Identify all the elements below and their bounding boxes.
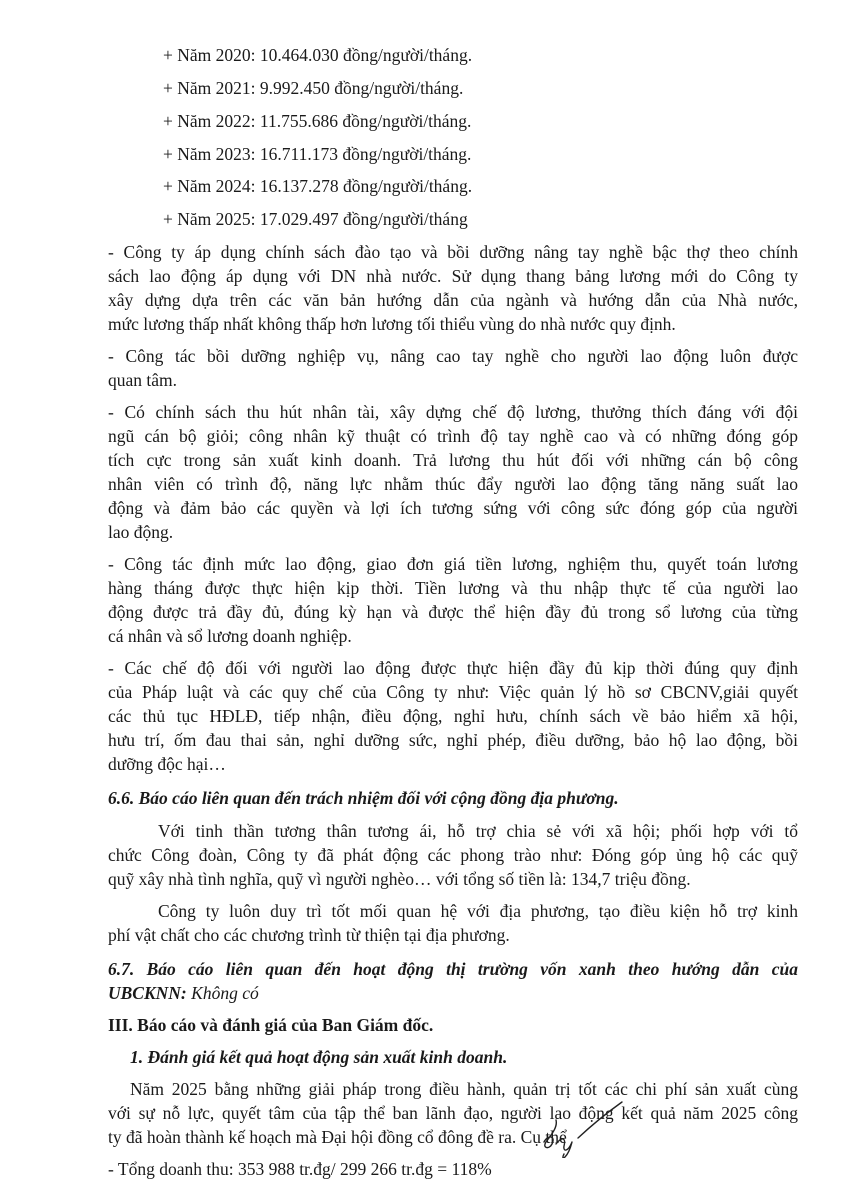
heading-6-7-line-1: 6.7. Báo cáo liên quan đến hoạt động thị trường vốn xanh theo hướng dẫn của — [108, 959, 798, 979]
wage-2022: + Năm 2022: 11.755.686 đồng/người/tháng. — [163, 111, 472, 131]
regimes-line-5: dưỡng độc hại… — [108, 754, 226, 774]
talent-line-5: động và đảm bảo các quyền và lợi ích tương sứng với công sức đóng góp của người — [108, 498, 798, 518]
wage-2021: + Năm 2021: 9.992.450 đồng/người/tháng. — [163, 78, 464, 98]
total-revenue: - Tổng doanh thu: 353 988 tr.đg/ 299 266 tr.đg = 118% — [108, 1159, 492, 1179]
skills-line-2: quan tâm. — [108, 370, 178, 390]
heading-6-7-agency: UBCKNN: — [108, 983, 187, 1003]
wage-2020: + Năm 2020: 10.464.030 đồng/người/tháng. — [163, 45, 473, 65]
norms-line-2: hàng tháng được thực hiện kịp thời. Tiền lương và thu nhập thực tế của người lao — [108, 578, 798, 598]
talent-line-2: ngũ cán bộ giỏi; công nhân kỹ thuật có trình độ tay nghề cao và có những đóng góp — [108, 426, 798, 446]
results-line-2: với sự nỗ lực, quyết tâm của tập thể ban lãnh đạo, người lao động kết quả năm 2025 công — [108, 1103, 798, 1123]
wage-2025: + Năm 2025: 17.029.497 đồng/người/tháng — [163, 209, 468, 229]
regimes-line-2: của Pháp luật và các quy chế của Công ty như: Việc quản lý hồ sơ CBCNV,giải quyết — [108, 682, 798, 702]
norms-line-3: động được trả đầy đủ, đúng kỳ hạn và được thể hiện đầy đủ trong sổ lương của từng — [108, 602, 798, 622]
heading-3-1: 1. Đánh giá kết quả hoạt động sản xuất kinh doanh. — [130, 1047, 508, 1067]
skills-line-1: - Công tác bồi dưỡng nghiệp vụ, nâng cao tay nghề cho người lao động luôn được — [108, 346, 798, 366]
talent-line-3: tích cực trong sản xuất kinh doanh. Trả lương thu hút đối với những cán bộ công — [108, 450, 798, 470]
wage-2024: + Năm 2024: 16.137.278 đồng/người/tháng. — [163, 176, 473, 196]
signature-mark — [538, 1098, 628, 1158]
locality-line-1: Công ty luôn duy trì tốt mối quan hệ với địa phương, tạo điều kiện hỗ trợ kinh — [158, 901, 798, 921]
training-line-3: xây dựng dựa trên các văn bản hướng dẫn của ngành và hướng dẫn của Nhà nước, — [108, 290, 798, 310]
community-line-3: quỹ xây nhà tình nghĩa, quỹ vì người nghèo… với tổng số tiền là: 134,7 triệu đồng. — [108, 869, 691, 889]
locality-line-2: phí vật chất cho các chương trình từ thiện tại địa phương. — [108, 925, 510, 945]
regimes-line-1: - Các chế độ đối với người lao động được thực hiện đầy đủ kịp thời đúng quy định — [108, 658, 798, 678]
training-line-4: mức lương thấp nhất không thấp hơn lương tối thiểu vùng do nhà nước quy định. — [108, 314, 676, 334]
training-line-1: - Công ty áp dụng chính sách đào tạo và bồi dưỡng nâng tay nghề bậc thợ theo chính — [108, 242, 798, 262]
training-line-2: sách lao động áp dụng với DN nhà nước. Sử dụng thang bảng lương mới do Công ty — [108, 266, 798, 286]
results-line-1: Năm 2025 bằng những giải pháp trong điều hành, quản trị tốt các chi phí sản xuất cùng — [130, 1079, 798, 1099]
heading-6-7-line-2 — [108, 982, 798, 1006]
results-line-3: ty đã hoàn thành kế hoạch mà Đại hội đồng cổ đông đề ra. Cụ thể — [108, 1127, 567, 1147]
norms-line-4: cá nhân và sổ lương doanh nghiệp. — [108, 626, 352, 646]
regimes-line-3: các thủ tục HĐLĐ, tiếp nhận, điều động, nghỉ hưu, chính sách về bảo hiểm xã hội, — [108, 706, 798, 726]
heading-6-7-status: Không có — [186, 983, 259, 1003]
talent-line-1: - Có chính sách thu hút nhân tài, xây dựng chế độ lương, thưởng thích đáng với đội — [108, 402, 798, 422]
norms-line-1: - Công tác định mức lao động, giao đơn giá tiền lương, nghiệm thu, quyết toán lương — [108, 554, 798, 574]
community-line-1: Với tinh thần tương thân tương ái, hỗ trợ chia sẻ với xã hội; phối hợp với tổ — [158, 821, 798, 841]
heading-6-6: 6.6. Báo cáo liên quan đến trách nhiệm đối với cộng đồng địa phương. — [108, 788, 619, 808]
regimes-line-4: hưu trí, ốm đau thai sản, nghỉ dưỡng sức, nghỉ phép, điều dưỡng, bảo hộ lao động, bồi — [108, 730, 798, 750]
talent-line-6: lao động. — [108, 522, 174, 542]
wage-2023: + Năm 2023: 16.711.173 đồng/người/tháng. — [163, 144, 472, 164]
community-line-2: chức Công đoàn, Công ty đã phát động các phong trào như: Đóng góp ủng hộ các quỹ — [108, 845, 798, 865]
talent-line-4: nhân viên có trình độ, năng lực nhằm thúc đẩy người lao động tăng năng suất lao — [108, 474, 798, 494]
heading-section-3: III. Báo cáo và đánh giá của Ban Giám đốc. — [108, 1015, 434, 1035]
